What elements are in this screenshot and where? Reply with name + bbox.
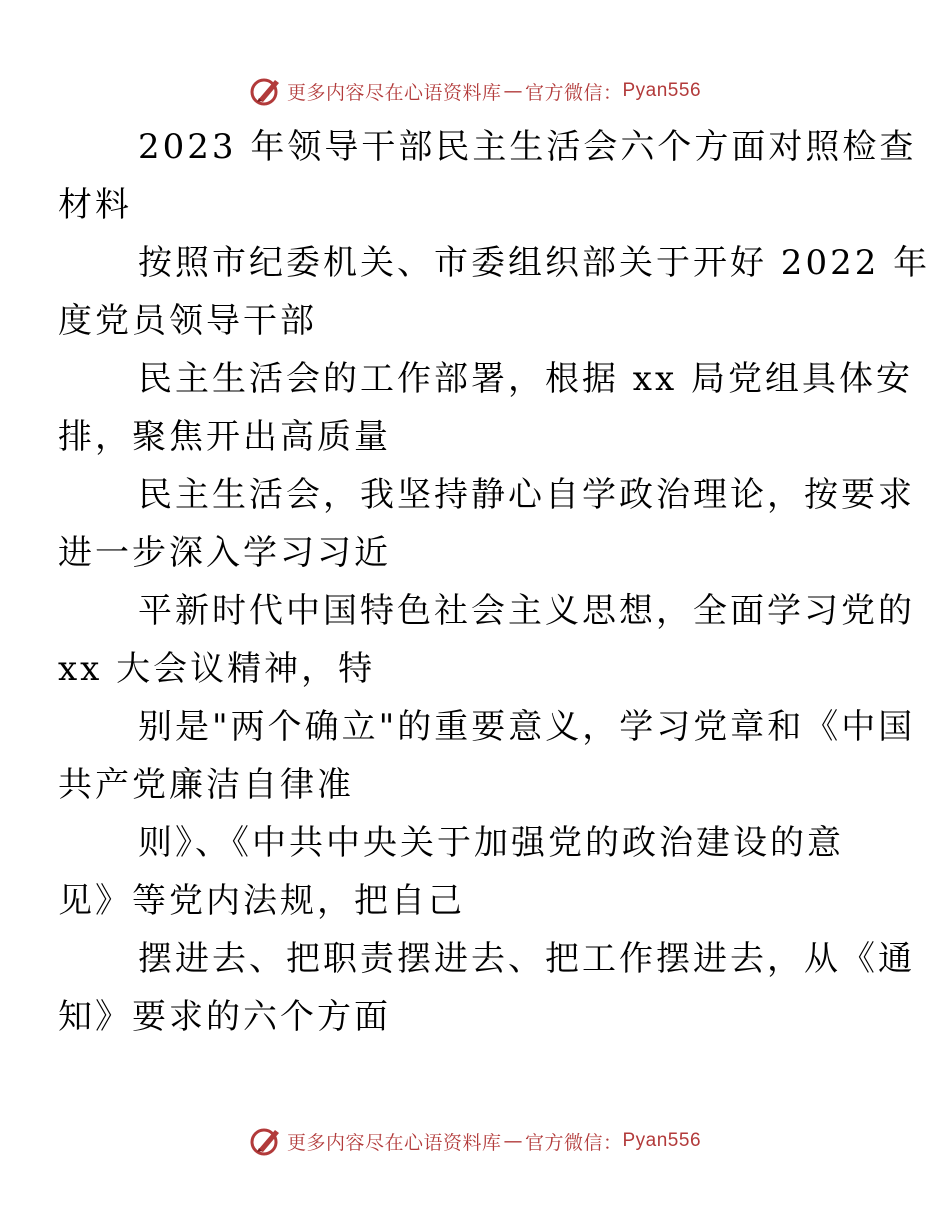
paragraph-line: 别是"两个确立"的重要意义，学习党章和《中国: [138, 707, 916, 747]
paragraph: [58, 582, 915, 698]
pen-logo-icon: [249, 1124, 283, 1158]
paragraph: [58, 930, 915, 1046]
watermark-wechat-id: Pyan556: [622, 1130, 702, 1151]
paragraph-line: 进一步深入学习习近: [58, 533, 391, 573]
paragraph-line: 则》、《中共中央关于加强党的政治建设的意: [138, 823, 844, 863]
paragraph: [58, 814, 858, 930]
paragraph: [58, 350, 913, 466]
paragraph-line: 排，聚焦开出高质量: [58, 417, 391, 457]
paragraph-line: 共产党廉洁自律准: [58, 765, 354, 805]
paragraph-line: xx 大会议精神，特: [58, 649, 376, 689]
paragraph: [58, 234, 931, 350]
paragraph-line: 见》等党内法规，把自己: [58, 881, 465, 921]
paragraph-line: 知》要求的六个方面: [58, 997, 391, 1037]
pen-logo-icon: [249, 74, 283, 108]
paragraph-line: 按照市纪委机关、市委组织部关于开好 2022 年: [138, 243, 931, 283]
paragraph-line: 平新时代中国特色社会主义思想，全面学习党的: [138, 591, 915, 631]
paragraph: [58, 698, 916, 814]
paragraph: [58, 118, 917, 234]
paragraph-line: 摆进去、把职责摆进去、把工作摆进去，从《通: [138, 939, 915, 979]
paragraph-line: 民主生活会，我坚持静心自学政治理论，按要求: [138, 475, 915, 515]
paragraph-line: 民主生活会的工作部署，根据 xx 局党组具体安: [138, 359, 913, 399]
paragraph: [58, 466, 915, 582]
watermark-wechat-label: 官方微信：: [524, 81, 623, 104]
paragraph-line: 度党员领导干部: [58, 301, 317, 341]
watermark-wechat-label: 官方微信：: [524, 1131, 623, 1154]
document-body: [58, 118, 931, 1046]
paragraph-line: 2023 年领导干部民主生活会六个方面对照检查: [138, 127, 917, 167]
header-watermark: [0, 74, 950, 108]
watermark-separator: —: [503, 1130, 523, 1152]
watermark-separator: —: [503, 80, 523, 102]
paragraph-line: 材料: [58, 185, 132, 225]
watermark-site-text: 更多内容尽在心语资料库: [286, 81, 502, 104]
watermark-wechat-id: Pyan556: [622, 80, 702, 101]
watermark-site-text: 更多内容尽在心语资料库: [286, 1131, 502, 1154]
footer-watermark: [0, 1124, 950, 1158]
